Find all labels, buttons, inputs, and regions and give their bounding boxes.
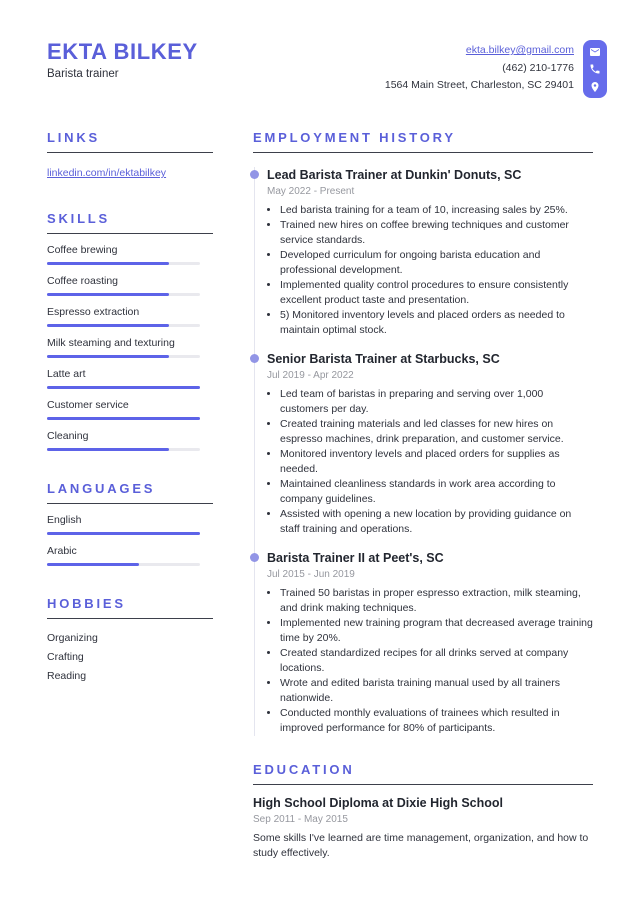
skill-bar-track <box>47 417 200 420</box>
links-heading: LINKS <box>47 130 213 153</box>
job-bullet: • Implemented new training program that decreased average training time by 20%. <box>280 616 593 646</box>
skill-bar-track <box>47 262 200 265</box>
hobbies-list <box>47 629 213 686</box>
phone-number: (462) 210-1776 <box>502 61 574 74</box>
resume-header <box>47 40 607 98</box>
language-item <box>47 545 213 566</box>
education-section <box>253 762 593 861</box>
skill-label: Customer service <box>47 399 129 411</box>
email-link[interactable]: ekta.bilkey@gmail.com <box>465 44 574 56</box>
skill-label: Milk steaming and texturing <box>47 337 175 349</box>
education-description: Some skills I've learned are time management, organization, and how to study effectively. <box>253 832 589 859</box>
job-bullet: • Led team of baristas in preparing and serving over 1,000 customers per day. <box>280 387 593 417</box>
job-bullet: • Assisted with opening a new location by providing guidance on staff training and operations. <box>280 507 593 537</box>
hobby-item: Crafting <box>47 651 84 663</box>
language-bar-track <box>47 532 200 535</box>
skill-bar-fill <box>47 448 169 451</box>
employment-section <box>253 130 593 736</box>
links-list <box>47 163 213 181</box>
skill-item <box>47 244 213 265</box>
skills-section <box>47 211 213 451</box>
job-entry <box>267 167 593 338</box>
education-entry <box>253 795 593 861</box>
skills-heading: SKILLS <box>47 211 213 234</box>
skill-label: Latte art <box>47 368 86 380</box>
job-bullet: • Developed curriculum for ongoing barista education and professional development. <box>280 248 593 278</box>
hobby-item: Organizing <box>47 632 98 644</box>
job-bullet-list <box>267 203 593 338</box>
job-bullet-list <box>267 586 593 736</box>
skill-bar-track <box>47 324 200 327</box>
languages-list <box>47 514 213 566</box>
skill-bar-track <box>47 386 200 389</box>
skill-bar-fill <box>47 386 200 389</box>
hobby-item: Reading <box>47 670 87 682</box>
job-entry <box>267 550 593 736</box>
phone-icon <box>589 63 601 75</box>
language-bar-fill <box>47 563 139 566</box>
skill-bar-fill <box>47 324 169 327</box>
job-bullet: • Wrote and edited barista training manual used by all trainers nationwide. <box>280 676 593 706</box>
language-bar-track <box>47 563 200 566</box>
education-dates: Sep 2011 - May 2015 <box>253 814 348 825</box>
job-dates: Jul 2019 - Apr 2022 <box>267 370 354 381</box>
job-title: Barista Trainer II at Peet's, SC <box>267 551 444 565</box>
skill-bar-fill <box>47 293 169 296</box>
languages-heading: LANGUAGES <box>47 481 213 504</box>
skill-label: Cleaning <box>47 430 89 442</box>
education-heading: EDUCATION <box>253 762 593 785</box>
job-bullet: • Created standardized recipes for all drinks served at company locations. <box>280 646 593 676</box>
identity-block <box>47 40 198 80</box>
sidebar <box>47 130 213 861</box>
language-label: English <box>47 514 82 526</box>
skill-item <box>47 337 213 358</box>
skill-item <box>47 430 213 451</box>
job-entry <box>267 351 593 537</box>
contact-icon-rail <box>583 40 607 98</box>
envelope-icon <box>589 46 601 58</box>
skill-item <box>47 399 213 420</box>
job-bullet: • 5) Monitored inventory levels and placed orders as needed to maintain optimal stock. <box>280 308 593 338</box>
job-bullet: • Trained new hires on coffee brewing techniques and customer service standards. <box>280 218 593 248</box>
education-list <box>253 795 593 861</box>
skill-bar-fill <box>47 262 169 265</box>
contact-lines <box>385 40 574 98</box>
hobbies-section <box>47 596 213 686</box>
job-bullet: • Created training materials and led classes for new hires on espresso machines, drink preparation, and customer service. <box>280 417 593 447</box>
skill-bar-track <box>47 293 200 296</box>
hobbies-heading: HOBBIES <box>47 596 213 619</box>
job-bullet: • Led barista training for a team of 10, increasing sales by 25%. <box>280 203 593 218</box>
skill-label: Coffee brewing <box>47 244 118 256</box>
address: 1564 Main Street, Charleston, SC 29401 <box>384 79 574 91</box>
employment-timeline <box>254 167 593 736</box>
location-icon <box>589 81 601 93</box>
job-bullet: • Conducted monthly evaluations of trainees which resulted in improved performance for 80% of participants. <box>280 706 593 736</box>
job-title: Senior Barista Trainer at Starbucks, SC <box>267 352 500 366</box>
job-dates: Jul 2015 - Jun 2019 <box>267 569 355 580</box>
job-bullet: • Maintained cleanliness standards in work area according to company guidelines. <box>280 477 593 507</box>
job-dates: May 2022 - Present <box>267 186 355 197</box>
contact-block <box>385 40 607 98</box>
skill-label: Coffee roasting <box>47 275 119 287</box>
job-bullet-list <box>267 387 593 537</box>
job-bullet: • Implemented quality control procedures to ensure consistently excellent product taste and presentation. <box>280 278 593 308</box>
language-label: Arabic <box>47 545 77 557</box>
skill-bar-fill <box>47 355 169 358</box>
main-column <box>253 130 593 861</box>
skill-item <box>47 368 213 389</box>
skill-label: Espresso extraction <box>47 306 140 318</box>
content-columns <box>47 130 607 861</box>
job-title: Lead Barista Trainer at Dunkin' Donuts, SC <box>267 168 522 182</box>
language-bar-fill <box>47 532 200 535</box>
skills-list <box>47 244 213 451</box>
education-title: High School Diploma at Dixie High School <box>253 796 504 810</box>
skill-bar-track <box>47 355 200 358</box>
skill-bar-track <box>47 448 200 451</box>
person-job-title: Barista trainer <box>47 68 119 81</box>
language-item <box>47 514 213 535</box>
job-bullet: • Monitored inventory levels and placed orders for supplies as needed. <box>280 447 593 477</box>
languages-section <box>47 481 213 566</box>
links-section <box>47 130 213 181</box>
skill-bar-fill <box>47 417 200 420</box>
linkedin-link[interactable]: linkedin.com/in/ektabilkey <box>47 167 167 179</box>
person-name: EKTA BILKEY <box>47 39 198 64</box>
skill-item <box>47 306 213 327</box>
skill-item <box>47 275 213 296</box>
employment-heading: EMPLOYMENT HISTORY <box>253 130 593 153</box>
job-bullet: • Trained 50 baristas in proper espresso extraction, milk steaming, and drink making techniques. <box>280 586 593 616</box>
